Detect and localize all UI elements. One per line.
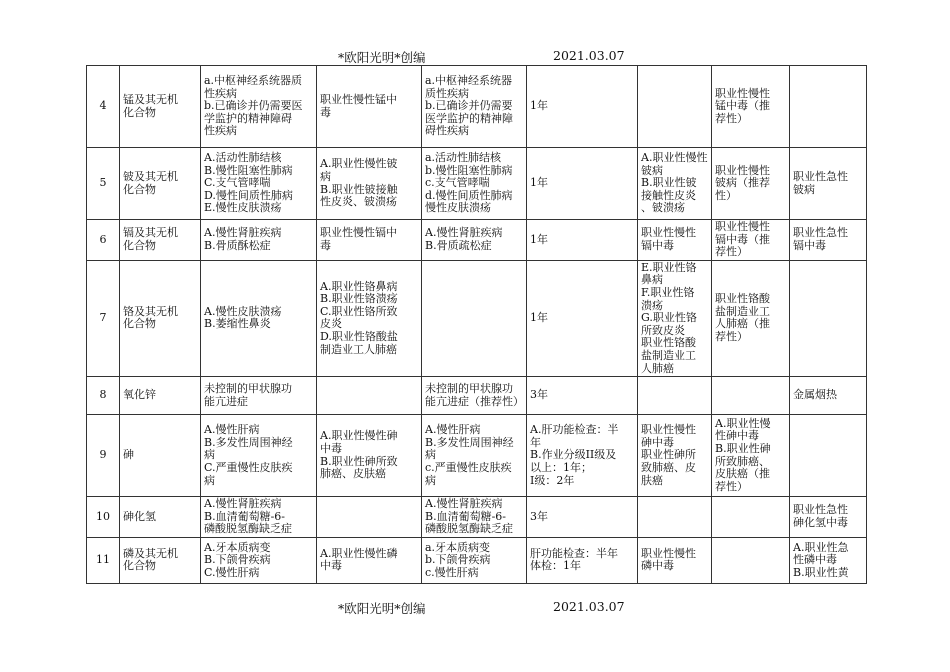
cell-line: A.职业性慢性磷 — [320, 546, 398, 560]
cell-c6 — [527, 260, 638, 376]
cell-c5 — [422, 415, 527, 497]
row-number: 8 — [87, 377, 120, 415]
cell-line: B.慢性阻塞性肺病 — [204, 163, 293, 177]
cell-line: 砷中毒 — [641, 435, 674, 449]
cell-c3 — [201, 148, 317, 220]
cell-line: B.职业性砷所致 — [320, 454, 398, 468]
cell-substance — [120, 537, 201, 583]
cell-line: 以上：1年； — [530, 460, 592, 474]
footer-author: *欧阳光明*创编 — [338, 601, 426, 616]
cell-c5 — [422, 537, 527, 583]
cell-line: 盐制造业工 — [715, 304, 770, 318]
cell-line: 皮炎 — [320, 317, 342, 331]
cell-c3 — [201, 66, 317, 148]
cell-c9 — [790, 377, 867, 415]
row-number: 11 — [87, 537, 120, 583]
header-date: 2021.03.07 — [553, 48, 625, 63]
cell-c3 — [201, 260, 317, 376]
cell-c7 — [638, 377, 712, 415]
cell-line: B.多发性周围神经 — [425, 435, 514, 449]
row-number: 5 — [87, 148, 120, 220]
table-row — [87, 66, 867, 148]
row-number: 4 — [87, 66, 120, 148]
cell-c3 — [201, 377, 317, 415]
cell-substance — [120, 377, 201, 415]
cell-substance — [120, 415, 201, 497]
cell-line: 慢性皮肤溃疡 — [425, 201, 491, 215]
cell-line: C.支气管哮喘 — [204, 176, 271, 190]
cell-c9 — [790, 537, 867, 583]
cell-line: B.职业性铍 — [641, 176, 697, 190]
cell-c7 — [638, 260, 712, 376]
cell-line: A.职业性慢性砷 — [320, 429, 398, 443]
cell-line: B.多发性周围神经 — [204, 435, 293, 449]
cell-line: A.肝功能检查：半 — [530, 423, 619, 437]
cell-line: 磷酸脱氢酶缺乏症 — [425, 522, 513, 536]
table-row — [87, 415, 867, 497]
cell-line: 1年 — [530, 176, 548, 190]
cell-line: 病 — [204, 448, 215, 462]
cell-line: 病 — [425, 473, 436, 487]
cell-c5 — [422, 148, 527, 220]
cell-line: A.活动性肺结核 — [204, 151, 282, 165]
cell-c8 — [712, 220, 790, 261]
cell-line: A.慢性皮肤溃疡 — [204, 304, 282, 318]
cell-line: B.职业性铬溃疡 — [320, 292, 398, 306]
cell-line: 铍病 — [793, 182, 815, 196]
cell-line: 人肺癌（推 — [715, 317, 770, 331]
footer-date: 2021.03.07 — [553, 599, 625, 614]
cell-line: 镉及其无机 — [123, 226, 178, 240]
cell-c6 — [527, 537, 638, 583]
cell-line: 能亢进症（推荐性） — [425, 394, 524, 408]
cell-line: B.骨质酥松症 — [204, 238, 271, 252]
cell-line: 铍病 — [641, 163, 663, 177]
cell-c3 — [201, 537, 317, 583]
cell-line: D.慢性间质性肺病 — [204, 188, 293, 202]
table-row — [87, 537, 867, 583]
cell-line: A.牙本质病变 — [204, 540, 271, 554]
cell-line: 碍性疾病 — [425, 124, 469, 138]
cell-line: 锰中毒（推 — [715, 99, 770, 113]
cell-line: 氧化锌 — [123, 388, 156, 402]
cell-c7 — [638, 415, 712, 497]
cell-c3 — [201, 220, 317, 261]
cell-line: 接触性皮炎 — [641, 188, 696, 202]
cell-line: A.慢性肾脏疾病 — [204, 497, 282, 511]
cell-line: 职业性慢性 — [715, 163, 770, 177]
cell-line: B.职业性黄 — [793, 565, 849, 579]
cell-line: C.职业性铬所致 — [320, 304, 398, 318]
cell-line: 性） — [715, 188, 737, 202]
cell-line: a.牙本质病变 — [425, 540, 491, 554]
cell-line: 职业性慢性 — [641, 546, 696, 560]
cell-line: c.支气管哮喘 — [425, 176, 490, 190]
cell-line: 性磷中毒 — [793, 553, 837, 567]
cell-c8 — [712, 415, 790, 497]
table-row — [87, 220, 867, 261]
cell-line: E.职业性铬 — [641, 260, 697, 274]
cell-line: 所致肺癌、 — [715, 454, 770, 468]
cell-c8 — [712, 537, 790, 583]
cell-line: A.职业性急 — [793, 540, 849, 554]
cell-line: 盐制造业工 — [641, 348, 696, 362]
cell-line: F.职业性铬 — [641, 285, 695, 299]
cell-substance — [120, 497, 201, 538]
cell-line: 病 — [425, 448, 436, 462]
cell-c9 — [790, 148, 867, 220]
cell-line: 锰及其无机 — [123, 92, 178, 106]
cell-line: 职业性慢性锰中 — [320, 92, 397, 106]
cell-line: B.职业性砷 — [715, 442, 771, 456]
cell-c4 — [317, 497, 422, 538]
cell-line: 荐性） — [715, 245, 748, 259]
cell-line: 职业性慢性 — [641, 423, 696, 437]
cell-line: 化合物 — [123, 238, 156, 252]
cell-line: 毒 — [320, 105, 331, 119]
cell-line: 磷酸脱氢酶缺乏症 — [204, 522, 292, 536]
cell-line: a.中枢神经系统器 — [425, 74, 513, 88]
cell-c9 — [790, 66, 867, 148]
cell-line: 中毒 — [320, 442, 342, 456]
row-number: 9 — [87, 415, 120, 497]
cell-line: 荐性） — [715, 330, 748, 344]
cell-line: 镉中毒 — [641, 238, 674, 252]
cell-line: A.慢性肝病 — [425, 423, 481, 437]
cell-line: 医学监护的精神障 — [425, 111, 513, 125]
occupational-health-table — [86, 65, 867, 584]
cell-line: 、铍溃疡 — [641, 201, 685, 215]
cell-line: A.职业性慢性铍 — [320, 157, 398, 171]
header-author: *欧阳光明*创编 — [338, 50, 426, 65]
cell-line: 性皮炎、铍溃疡 — [320, 195, 397, 209]
cell-line: d.慢性间质性肺病 — [425, 188, 513, 202]
cell-line: 磷及其无机 — [123, 546, 178, 560]
cell-line: 化合物 — [123, 317, 156, 331]
cell-c8 — [712, 377, 790, 415]
cell-line: 职业性急性 — [793, 169, 848, 183]
cell-line: 砷化氢中毒 — [793, 516, 848, 530]
cell-c4 — [317, 537, 422, 583]
cell-line: 性疾病 — [204, 124, 237, 138]
cell-c8 — [712, 66, 790, 148]
cell-line: 镉中毒（推 — [715, 232, 770, 246]
cell-line: A.慢性肾脏疾病 — [204, 226, 282, 240]
cell-c3 — [201, 415, 317, 497]
cell-line: 铍病（推荐 — [715, 176, 770, 190]
cell-c7 — [638, 220, 712, 261]
cell-line: 肤癌 — [641, 473, 663, 487]
cell-line: A.慢性肾脏疾病 — [425, 497, 503, 511]
cell-line: 镉中毒 — [793, 238, 826, 252]
cell-line: B.骨质疏松症 — [425, 238, 492, 252]
cell-line: 未控制的甲状腺功 — [204, 382, 292, 396]
cell-line: 职业性慢性 — [715, 220, 770, 233]
cell-line: 1年 — [530, 311, 548, 325]
cell-line: 体检：1年 — [530, 559, 581, 573]
cell-line: b.慢性阻塞性肺病 — [425, 163, 513, 177]
cell-c5 — [422, 66, 527, 148]
cell-c6 — [527, 497, 638, 538]
cell-line: 职业性慢性 — [641, 226, 696, 240]
table-row — [87, 148, 867, 220]
cell-line: G.职业性铬 — [641, 311, 697, 325]
cell-line: B.作业分级II级及 — [530, 448, 617, 462]
cell-c8 — [712, 497, 790, 538]
cell-c9 — [790, 415, 867, 497]
cell-c4 — [317, 377, 422, 415]
cell-line: 肝功能检查：半年 — [530, 546, 618, 560]
cell-line: 病 — [204, 473, 215, 487]
cell-c6 — [527, 415, 638, 497]
cell-line: c.慢性肝病 — [425, 565, 479, 579]
cell-line: 致肺癌、皮 — [641, 460, 696, 474]
row-number: 10 — [87, 497, 120, 538]
cell-line: 铍及其无机 — [123, 169, 178, 183]
cell-line: B.职业性铍接触 — [320, 182, 398, 196]
cell-line: A.慢性肾脏疾病 — [425, 226, 503, 240]
cell-c3 — [201, 497, 317, 538]
cell-line: 砷 — [123, 448, 134, 462]
cell-line: 职业性砷所 — [641, 448, 696, 462]
cell-line: b.下颌骨疾病 — [425, 553, 491, 567]
cell-line: 3年 — [530, 509, 548, 523]
table-row — [87, 260, 867, 376]
cell-line: 鼻病 — [641, 273, 663, 287]
row-number: 7 — [87, 260, 120, 376]
row-number: 6 — [87, 220, 120, 261]
cell-substance — [120, 260, 201, 376]
cell-line: I级：2年 — [530, 473, 575, 487]
table-body — [87, 66, 867, 584]
cell-line: b.已确诊并仍需要医 — [204, 99, 303, 113]
cell-line: c.严重慢性皮肤疾 — [425, 460, 512, 474]
cell-line: 职业性慢性 — [715, 86, 770, 100]
cell-line: B.萎缩性鼻炎 — [204, 317, 271, 331]
cell-line: 溃疡 — [641, 298, 663, 312]
cell-line: 1年 — [530, 232, 548, 246]
cell-line: 所致皮炎 — [641, 323, 685, 337]
cell-c6 — [527, 66, 638, 148]
cell-c7 — [638, 537, 712, 583]
cell-line: 砷化氢 — [123, 509, 156, 523]
cell-line: A.职业性慢 — [715, 416, 771, 430]
cell-c4 — [317, 415, 422, 497]
table-row — [87, 377, 867, 415]
cell-line: 1年 — [530, 99, 548, 113]
cell-line: 职业性铬酸 — [641, 336, 696, 350]
cell-line: 职业性急性 — [793, 503, 848, 517]
cell-line: B.下颌骨疾病 — [204, 553, 271, 567]
cell-line: 毒 — [320, 238, 331, 252]
cell-line: A.职业性铬鼻病 — [320, 279, 398, 293]
cell-c5 — [422, 220, 527, 261]
cell-line: 能亢进症 — [204, 394, 248, 408]
cell-line: 金属烟热 — [793, 388, 837, 402]
cell-c6 — [527, 148, 638, 220]
cell-line: 病 — [320, 169, 331, 183]
cell-substance — [120, 220, 201, 261]
cell-line: 皮肤癌（推 — [715, 467, 770, 481]
cell-line: 铬及其无机 — [123, 304, 178, 318]
cell-c8 — [712, 260, 790, 376]
cell-line: 化合物 — [123, 105, 156, 119]
cell-line: A.职业性慢性 — [641, 151, 708, 165]
cell-substance — [120, 148, 201, 220]
cell-line: 质性疾病 — [425, 86, 469, 100]
cell-line: b.已确诊并仍需要 — [425, 99, 513, 113]
cell-line: 化合物 — [123, 559, 156, 573]
cell-c4 — [317, 220, 422, 261]
cell-c9 — [790, 220, 867, 261]
cell-line: 肺癌、皮肤癌 — [320, 467, 386, 481]
cell-line: 性砷中毒 — [715, 429, 759, 443]
cell-line: 人肺癌 — [641, 361, 674, 375]
cell-line: 年 — [530, 435, 541, 449]
cell-line: B.血清葡萄糖-6- — [425, 509, 507, 523]
cell-line: 未控制的甲状腺功 — [425, 382, 513, 396]
cell-line: 荐性） — [715, 111, 748, 125]
cell-line: C.慢性肝病 — [204, 565, 260, 579]
cell-line: 磷中毒 — [641, 559, 674, 573]
cell-c6 — [527, 377, 638, 415]
cell-c5 — [422, 497, 527, 538]
cell-c5 — [422, 260, 527, 376]
cell-line: 学监护的精神障碍 — [204, 111, 292, 125]
cell-line: a.活动性肺结核 — [425, 151, 502, 165]
cell-c7 — [638, 66, 712, 148]
cell-line: 职业性铬酸 — [715, 292, 770, 306]
cell-line: 化合物 — [123, 182, 156, 196]
cell-c9 — [790, 260, 867, 376]
table-row — [87, 497, 867, 538]
cell-line: 中毒 — [320, 559, 342, 573]
cell-c9 — [790, 497, 867, 538]
cell-c4 — [317, 260, 422, 376]
cell-c4 — [317, 66, 422, 148]
cell-line: 制造业工人肺癌 — [320, 342, 397, 356]
cell-line: 3年 — [530, 388, 548, 402]
cell-line: B.血清葡萄糖-6- — [204, 509, 286, 523]
cell-line: C.严重慢性皮肤疾 — [204, 460, 293, 474]
cell-c8 — [712, 148, 790, 220]
cell-c6 — [527, 220, 638, 261]
cell-c5 — [422, 377, 527, 415]
cell-line: E.慢性皮肤溃疡 — [204, 201, 282, 215]
cell-line: 性疾病 — [204, 86, 237, 100]
cell-line: a.中枢神经系统器质 — [204, 74, 303, 88]
cell-c7 — [638, 148, 712, 220]
cell-substance — [120, 66, 201, 148]
cell-line: 职业性急性 — [793, 226, 848, 240]
cell-line: D.职业性铬酸盐 — [320, 330, 398, 344]
cell-c7 — [638, 497, 712, 538]
cell-line: 职业性慢性镉中 — [320, 226, 397, 240]
cell-line: 荐性） — [715, 479, 748, 493]
cell-line: A.慢性肝病 — [204, 423, 260, 437]
cell-c4 — [317, 148, 422, 220]
